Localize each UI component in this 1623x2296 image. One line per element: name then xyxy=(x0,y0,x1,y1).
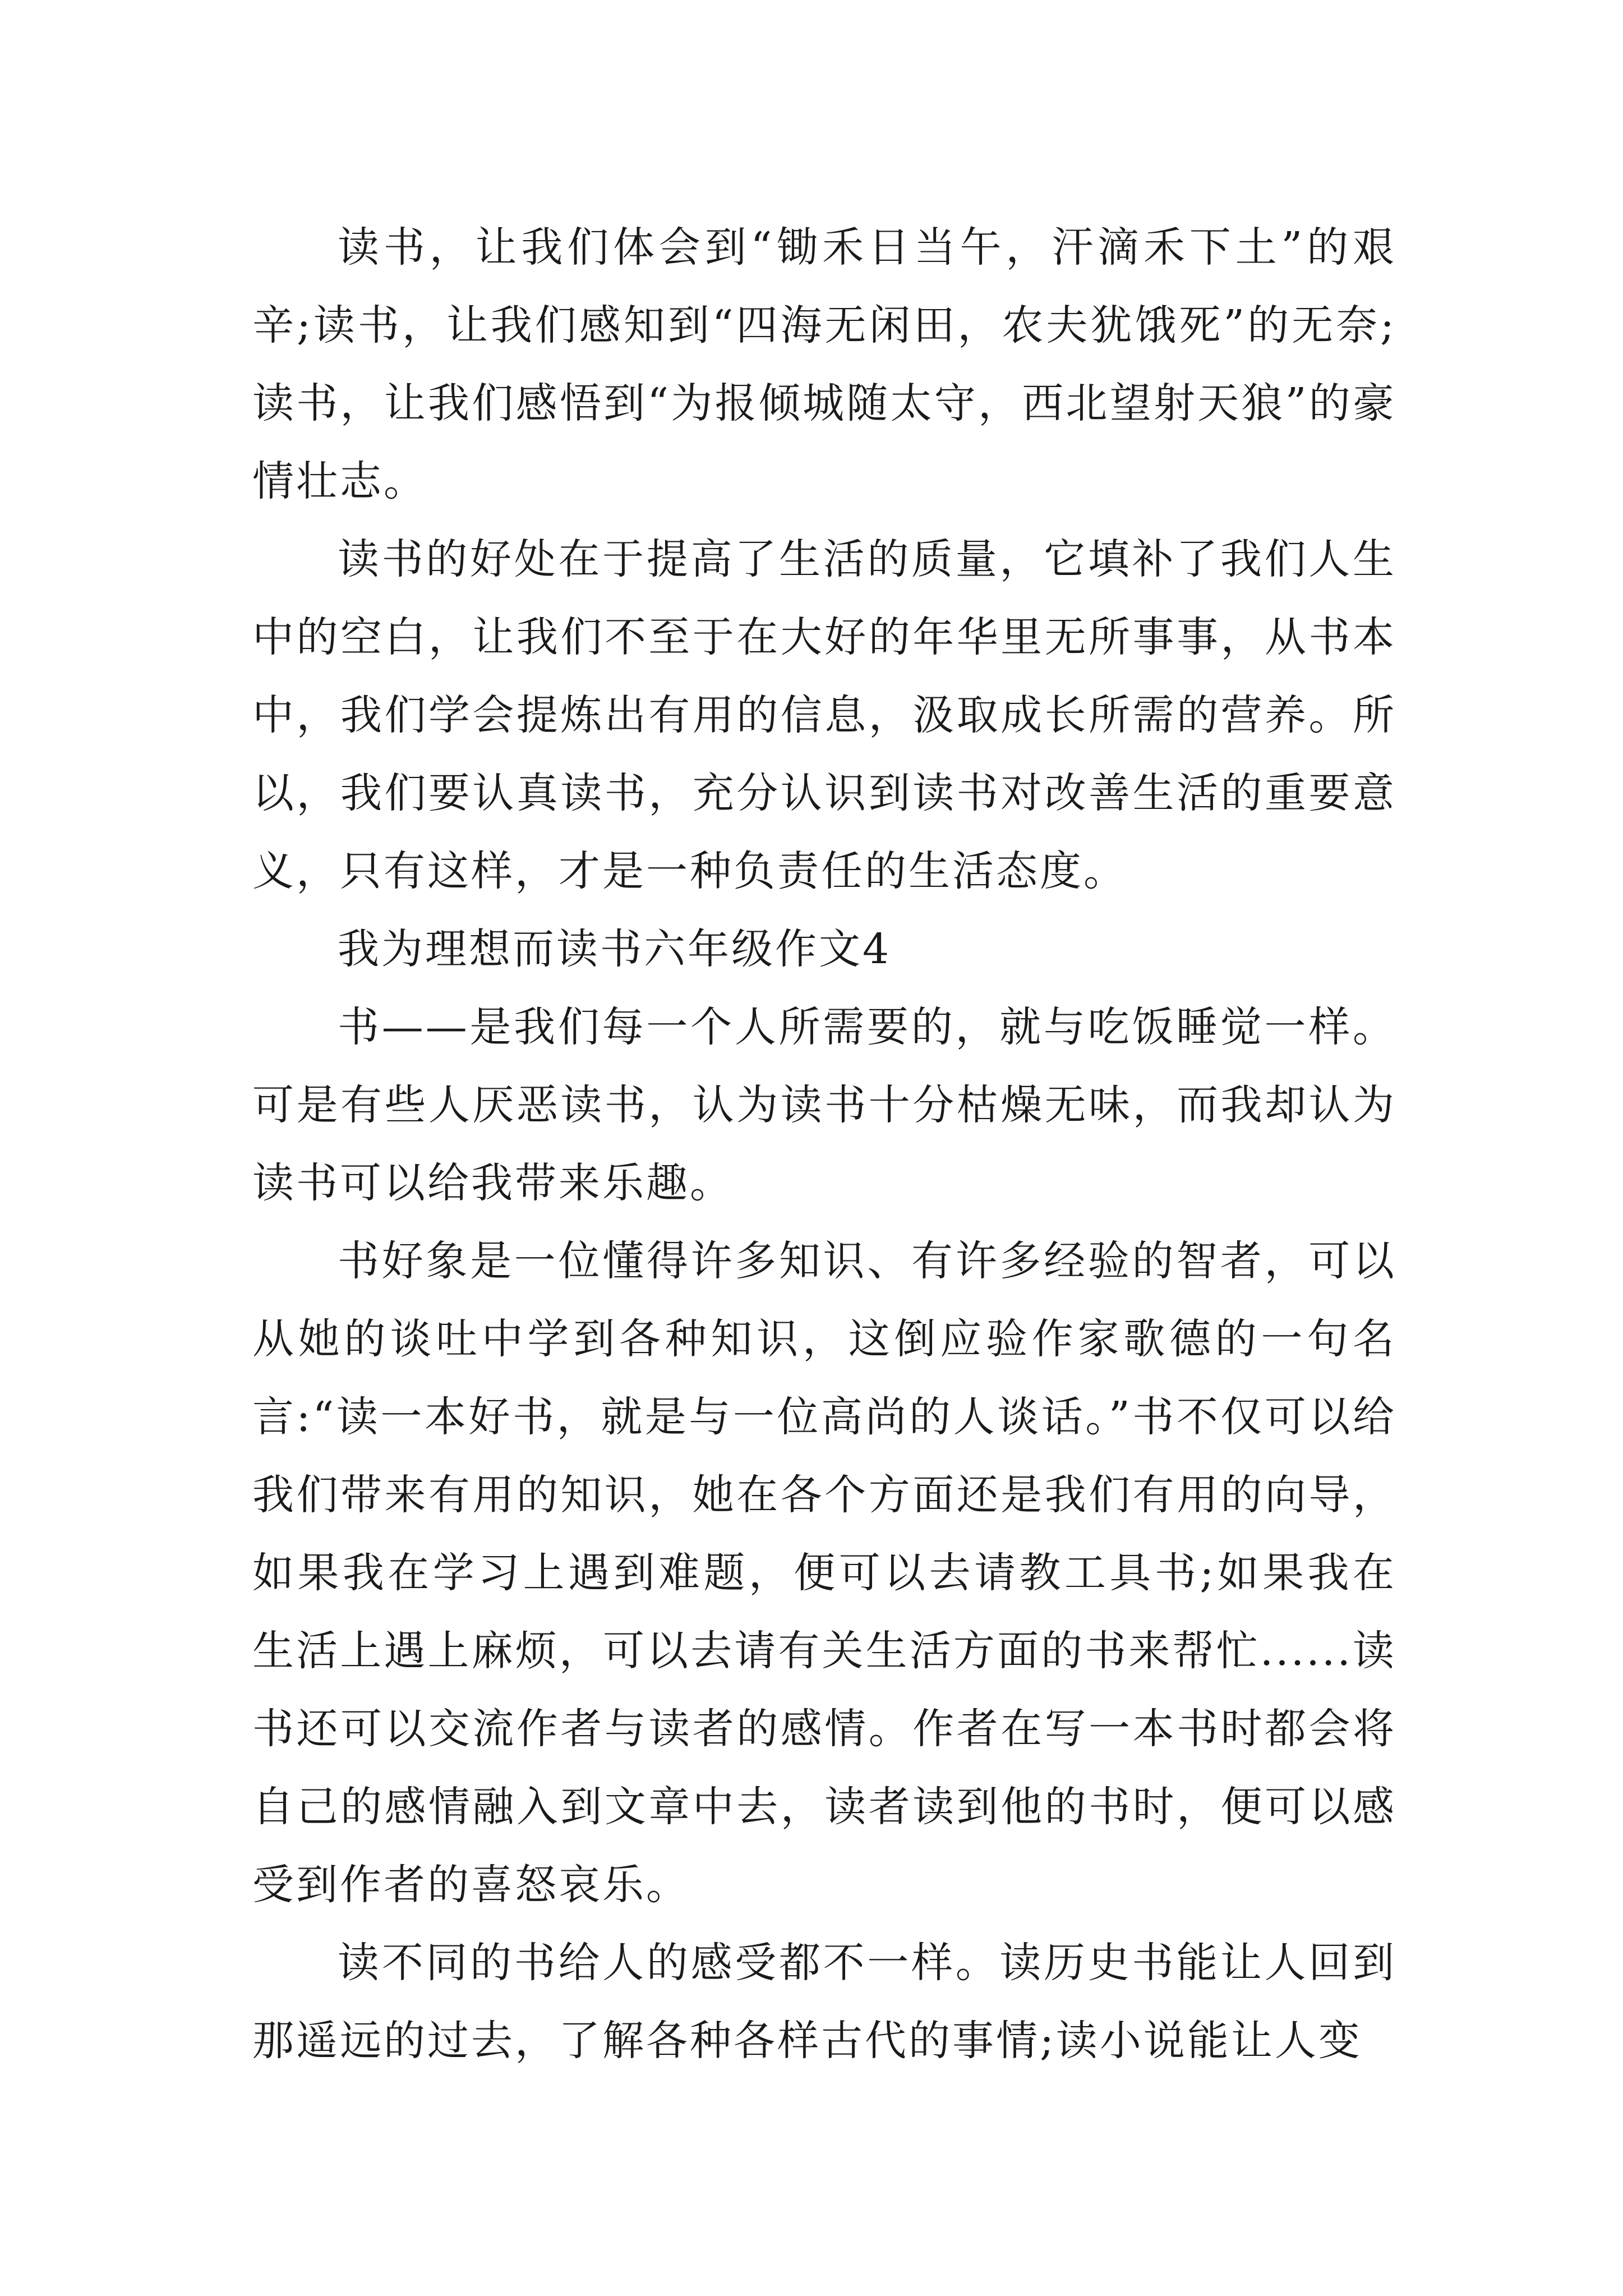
paragraph-1: 读书，让我们体会到“锄禾日当午，汗滴禾下土”的艰辛;读书，让我们感知到“四海无闲田，农夫犹饿死”的无奈;读书，让我们感悟到“为报倾城随太守，西北望射天狼”的豪情壮志。 xyxy=(252,223,1396,505)
document-body xyxy=(252,209,1396,2080)
section-heading: 我为理想而读书六年级作文4 xyxy=(338,925,892,973)
paragraph-2: 读书的好处在于提高了生活的质量，它填补了我们人生中的空白，让我们不至于在大好的年华里无所事事，从书本中，我们学会提炼出有用的信息，汲取成长所需的营养。所以，我们要认真读书，充分认识到读书对改善生活的重要意义，只有这样，才是一种负责任的生活态度。 xyxy=(252,535,1396,895)
paragraph-4: 书好象是一位懂得许多知识、有许多经验的智者，可以从她的谈吐中学到各种知识，这倒应验作家歌德的一句名言:“读一本好书，就是与一位高尚的人谈话。”书不仅可以给我们带来有用的知识，她在各个方面还是我们有用的向导，如果我在学习上遇到难题，便可以去请教工具书;如果我在生活上遇上麻烦，可以去请有关生活方面的书来帮忙......读书还可以交流作者与读者的感情。作者在写一本书时都会将自己的感情融入到文章中去，读者读到他的书时，便可以感受到作者的喜怒哀乐。 xyxy=(252,1237,1396,1909)
paragraph-3: 书——是我们每一个人所需要的，就与吃饭睡觉一样。可是有些人厌恶读书，认为读书十分枯燥无味，而我却认为读书可以给我带来乐趣。 xyxy=(252,1003,1396,1207)
paragraph-5: 读不同的书给人的感受都不一样。读历史书能让人回到那遥远的过去，了解各种各样古代的事情;读小说能让人变 xyxy=(252,1939,1396,2065)
